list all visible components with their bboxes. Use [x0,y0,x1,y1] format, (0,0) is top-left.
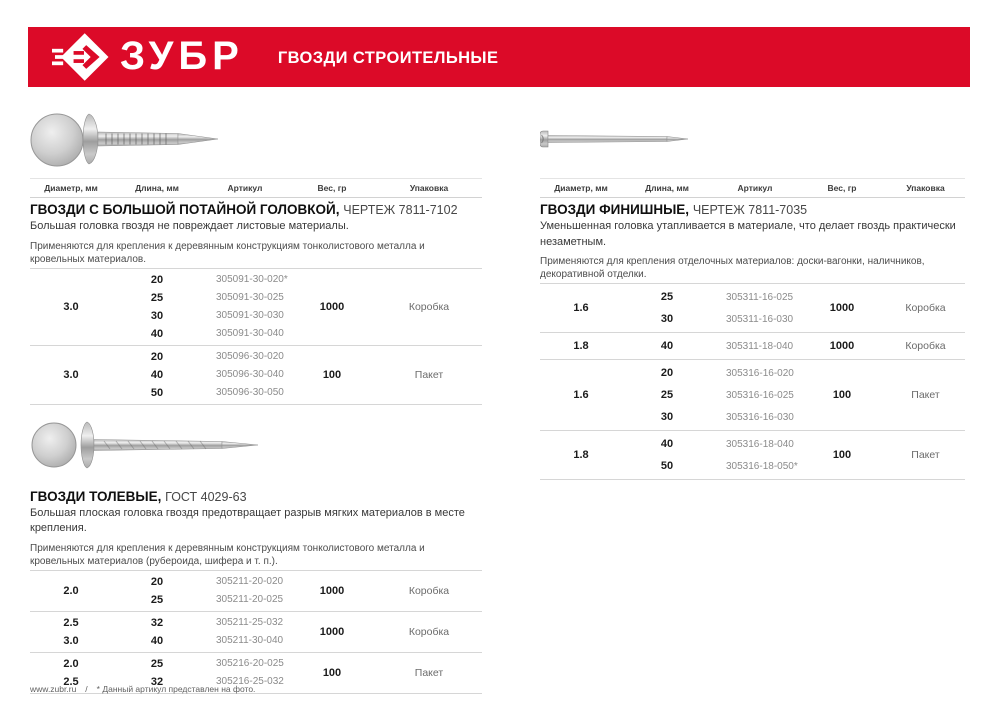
length-value: 25 [150,657,164,670]
article-value: 305316-16-030 [726,411,794,423]
length-column [622,286,712,330]
section-standard: ЧЕРТЕЖ 7811-7035 [692,203,808,217]
article-value: 305211-30-040 [216,635,284,646]
length-value: 32 [150,616,164,629]
package-value: Коробка [905,302,946,314]
column-header-length: Длина, мм [645,183,689,193]
table-header [540,178,965,198]
weight-value: 1000 [319,300,345,313]
section-title-row [30,489,482,505]
section-description: Большая головка гвоздя не повреждает листовые материалы. [30,220,349,232]
weight-column [798,335,886,357]
article-value: 305216-25-032 [216,676,284,687]
article-column [712,335,798,357]
length-value: 32 [150,675,164,688]
article-value: 305096-30-020 [216,351,284,362]
length-value: 25 [660,389,674,401]
column-header-weight: Вес, гр [827,183,857,193]
package-column [376,348,482,402]
length-column [112,614,202,650]
package-column [376,271,482,343]
brand-logo [52,31,244,83]
article-column [712,362,798,428]
package-value: Пакет [911,449,940,461]
footer [30,684,255,694]
section-standard: ЧЕРТЕЖ 7811-7102 [343,203,458,217]
package-column [376,573,482,609]
table-group [30,612,482,653]
section-flat-head [30,202,482,266]
length-value: 20 [660,367,674,379]
column-header-package: Упаковка [409,183,449,193]
table-group [30,269,482,346]
section-title-row [540,202,965,218]
column-header-article: Артикул [737,183,773,193]
column-header-package: Упаковка [906,183,945,193]
section-title: ГВОЗДИ ТОЛЕВЫЕ, [30,488,162,504]
length-value: 30 [660,313,674,325]
section-roofing-felt [30,489,482,568]
right-column [540,100,965,480]
header-banner [28,27,970,87]
package-column [376,614,482,650]
article-column [202,573,288,609]
length-column [112,348,202,402]
length-column [622,362,712,428]
weight-column [288,614,376,650]
column-header-diameter: Диаметр, мм [44,183,98,193]
article-value: 305316-18-040 [726,438,794,450]
column-header-weight: Вес, гр [317,183,347,193]
page-title: ГВОЗДИ СТРОИТЕЛЬНЫЕ [277,49,499,67]
section-application: Применяются для крепления отделочных материалов: доски-вагонки, наличников, декоративной отделки. [540,256,925,280]
weight-value: 100 [832,449,852,461]
length-value: 20 [150,350,164,363]
package-column [886,335,965,357]
length-value: 20 [150,273,164,286]
weight-value: 100 [832,389,852,401]
article-column [712,286,798,330]
diameter-value: 2.0 [63,584,79,597]
diameter-column [30,614,112,650]
column-header-article: Артикул [227,183,263,193]
article-value: 305316-16-025 [726,389,794,401]
diameter-value: 3.0 [63,300,79,313]
length-value: 40 [660,438,674,450]
package-value: Коробка [408,300,450,313]
weight-value: 1000 [829,340,855,352]
article-value: 305091-30-030 [216,310,284,321]
weight-value: 100 [322,666,342,679]
length-value: 20 [150,575,164,588]
spec-table-roofing-felt [30,570,482,694]
table-group [30,571,482,612]
length-value: 50 [150,386,164,399]
diameter-value: 3.0 [63,634,79,647]
table-group [540,284,965,333]
length-value: 25 [150,291,164,304]
flat-round-head-nail-photo [30,103,220,175]
article-value: 305091-30-020* [216,274,288,285]
article-column [202,614,288,650]
weight-value: 1000 [319,584,345,597]
article-value: 305096-30-050 [216,387,284,398]
weight-column [798,286,886,330]
length-value: 50 [660,460,674,472]
article-value: 305211-25-032 [216,617,284,628]
article-column [712,433,798,477]
diameter-value: 1.8 [573,340,589,352]
length-value: 30 [150,309,164,322]
diameter-value: 1.8 [573,449,589,461]
section-title-row [30,202,482,218]
length-column [622,433,712,477]
zubr-logo-icon [52,31,110,83]
article-value: 305316-18-050* [726,460,798,472]
diameter-column [30,573,112,609]
article-value: 305311-18-040 [726,340,794,352]
spec-table-finish [540,283,965,480]
left-column [30,100,482,694]
section-title: ГВОЗДИ С БОЛЬШОЙ ПОТАЙНОЙ ГОЛОВКОЙ, [30,202,340,217]
diameter-column [540,286,622,330]
article-value: 305316-16-020 [726,367,794,379]
footer-site: www.zubr.ru [30,684,77,694]
weight-column [798,362,886,428]
diameter-value: 3.0 [63,368,79,381]
weight-value: 1000 [829,302,855,314]
length-value: 40 [150,634,164,647]
table-group [540,360,965,431]
section-standard: ГОСТ 4029-63 [165,489,247,504]
package-column [376,655,482,691]
length-column [622,335,712,357]
finish-nail-photo [540,128,690,150]
column-header-length: Длина, мм [135,183,179,193]
article-value: 305311-16-030 [726,313,794,325]
package-value: Пакет [414,368,444,381]
diameter-value: 1.6 [573,302,589,314]
diameter-column [30,271,112,343]
table-group [540,333,965,360]
brand-name: ЗУБР [120,33,244,78]
diameter-column [540,362,622,428]
table-header [30,178,482,198]
footer-separator: / [85,684,88,694]
package-column [886,286,965,330]
weight-column [288,348,376,402]
article-value: 305096-30-040 [216,369,284,380]
article-value: 305091-30-040 [216,328,284,339]
diameter-value: 2.5 [63,616,79,629]
article-value: 305211-20-025 [216,594,284,605]
weight-value: 1000 [319,625,345,638]
diameter-column [540,335,622,357]
length-value: 30 [660,411,674,423]
article-value: 305216-20-025 [216,658,284,669]
section-description: Уменьшенная головка утапливается в материале, что делает гвоздь практически незаметным. [540,220,956,248]
package-value: Коробка [408,584,450,597]
weight-column [288,573,376,609]
diameter-column [30,348,112,402]
section-title: ГВОЗДИ ФИНИШНЫЕ, [540,202,690,217]
length-value: 40 [150,327,164,340]
article-value: 305211-20-020 [216,576,284,587]
article-value: 305091-30-025 [216,292,284,303]
table-group [540,431,965,480]
weight-column [288,655,376,691]
column-header-diameter: Диаметр, мм [554,183,608,193]
length-value: 40 [660,340,674,352]
section-application: Применяются для крепления к деревянным конструкциям тонколистового металла и кровельных материалов. [30,240,425,265]
length-value: 25 [150,593,164,606]
diameter-value: 2.5 [63,675,79,688]
length-value: 40 [150,368,164,381]
section-description: Большая плоская головка гвоздя предотвращает разрыв мягких материалов в месте крепления. [30,506,465,534]
roofing-felt-nail-photo [30,414,260,476]
section-finish [540,202,965,281]
weight-column [288,271,376,343]
section-application: Применяются для крепления к деревянным конструкциям тонколистового металла и кровельных материалов (рубероида, шифера и т. п.). [30,542,425,567]
footer-note: * Данный артикул представлен на фото. [96,684,256,694]
product-photo-zone-1 [30,100,482,178]
package-value: Коробка [905,340,946,352]
article-value: 305311-16-025 [726,291,794,303]
product-photo-zone-2 [30,405,482,485]
package-value: Пакет [911,389,940,401]
package-value: Пакет [414,666,444,679]
length-column [112,271,202,343]
product-photo-zone-3 [540,100,965,178]
weight-column [798,433,886,477]
diameter-value: 1.6 [573,389,589,401]
spec-table-flat-head [30,268,482,405]
article-column [202,271,288,343]
weight-value: 100 [322,368,342,381]
package-column [886,433,965,477]
diameter-column [540,433,622,477]
length-column [112,573,202,609]
table-group [30,346,482,405]
diameter-value: 2.0 [63,657,79,670]
package-value: Коробка [408,625,450,638]
length-value: 25 [660,291,674,303]
article-column [202,348,288,402]
package-column [886,362,965,428]
